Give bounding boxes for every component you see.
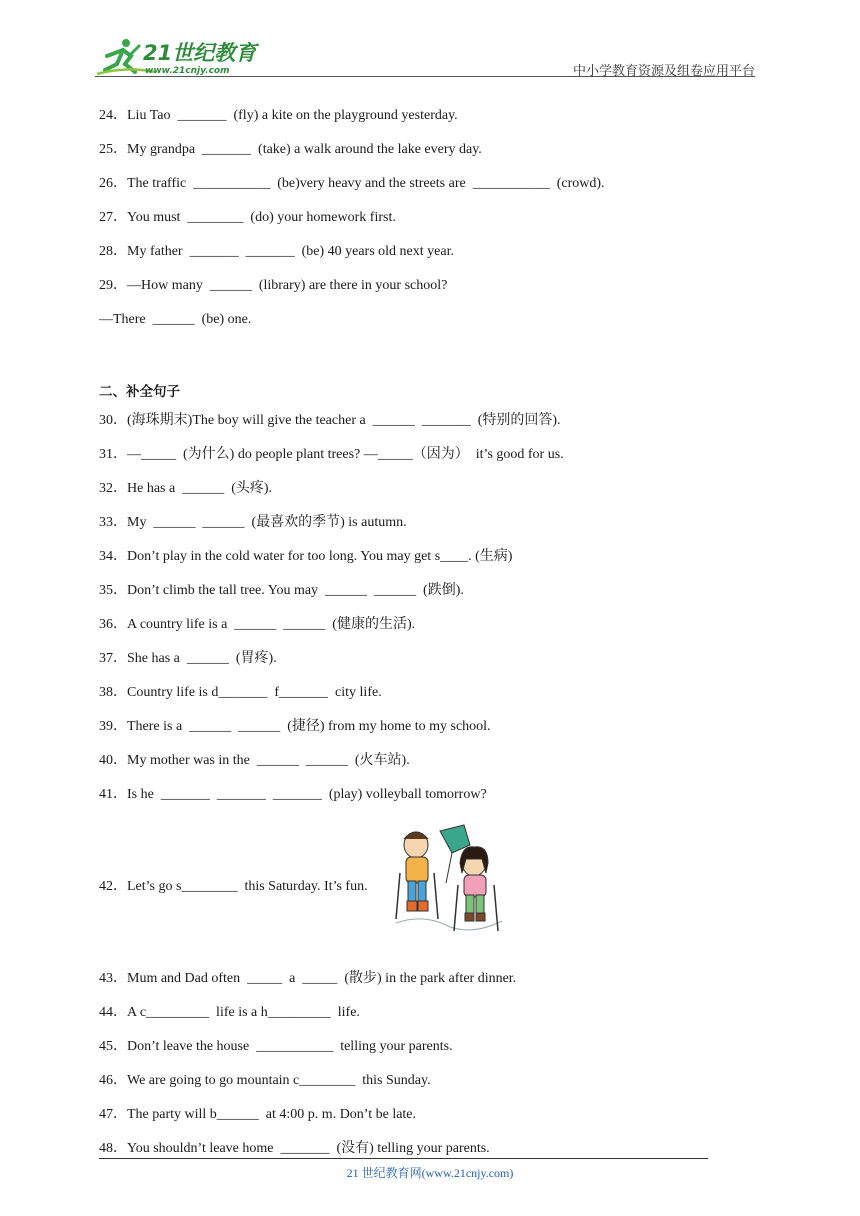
girl-skier-icon <box>454 847 498 931</box>
question-36: 36．A country life is a ______ ______ (健康的生活). <box>99 617 416 632</box>
question-46: 46．We are going to go mountain c________ this Sunday. <box>99 1073 431 1088</box>
question-37: 37．She has a ______ (胃疼). <box>99 651 277 666</box>
question-45: 45．Don’t leave the house ___________ telling your parents. <box>99 1039 453 1054</box>
boy-skier-icon <box>396 832 438 919</box>
question-26: 26．The traffic ___________ (be)very heavy and the streets are ___________ (crowd). <box>99 176 605 191</box>
question-29: 29．—How many ______ (library) are there in your school? <box>99 278 448 293</box>
question-24: 24．Liu Tao _______ (fly) a kite on the playground yesterday. <box>99 108 458 123</box>
question-34: 34．Don’t play in the cold water for too long. You may get s____. (生病) <box>99 549 513 564</box>
question-47: 47．The party will b______ at 4:00 p. m. Don’t be late. <box>99 1107 417 1122</box>
footer-divider <box>99 1158 708 1159</box>
question-25: 25．My grandpa _______ (take) a walk around the lake every day. <box>99 142 482 157</box>
site-title: 中小学教育资源及组卷应用平台 <box>572 64 755 79</box>
question-48: 48．You shouldn’t leave home _______ (没有) telling your parents. <box>99 1141 490 1156</box>
section-title: 二、补全句子 <box>99 384 180 400</box>
svg-text:www.21cnjy.com: www.21cnjy.com <box>145 66 230 76</box>
question-31: 31．—_____ (为什么) do people plant trees? —_____（因为） it’s good for us. <box>99 447 564 462</box>
question-43: 43．Mum and Dad often _____ a _____ (散步) in the park after dinner. <box>99 971 517 986</box>
question-38: 38．Country life is d_______ f_______ city life. <box>99 685 382 700</box>
question-42-row <box>99 823 739 919</box>
svg-text:21世纪教育: 21世纪教育 <box>143 41 257 65</box>
header-divider <box>95 76 755 77</box>
worksheet-content <box>99 106 739 1159</box>
question-32: 32．He has a ______ (头疼). <box>99 481 273 496</box>
skiing-children-illustration <box>394 823 506 941</box>
site-logo <box>95 36 265 78</box>
question-40: 40．My mother was in the ______ ______ (火车站). <box>99 753 410 768</box>
page-header <box>95 36 755 78</box>
question-28: 28．My father _______ _______ (be) 40 years old next year. <box>99 244 454 259</box>
question-41: 41．Is he _______ _______ _______ (play) volleyball tomorrow? <box>99 787 487 802</box>
question-33: 33．My ______ ______ (最喜欢的季节) is autumn. <box>99 515 407 530</box>
question-27: 27．You must ________ (do) your homework first. <box>99 210 396 225</box>
question-30: 30．(海珠期末)The boy will give the teacher a ______ _______ (特别的回答). <box>99 413 561 428</box>
question-35: 35．Don’t climb the tall tree. You may ______ ______ (跌倒). <box>99 583 464 598</box>
question-29-answer: —There ______ (be) one. <box>99 312 252 327</box>
page-footer: 21 世纪教育网(www.21cnjy.com) <box>346 1166 514 1180</box>
question-42: 42．Let’s go s________ this Saturday. It’s fun. <box>99 879 368 894</box>
question-39: 39．There is a ______ ______ (捷径) from my home to my school. <box>99 719 491 734</box>
question-44: 44．A c_________ life is a h_________ life. <box>99 1005 360 1020</box>
